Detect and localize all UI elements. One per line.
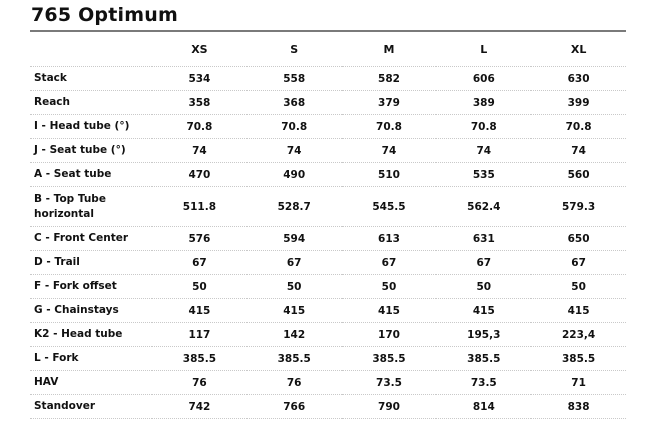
cell-l: 50 (436, 275, 531, 299)
table-row-chainstays (30, 299, 626, 323)
cell-xs: 576 (152, 227, 247, 251)
cell-m: 74 (342, 139, 437, 163)
cell-xl: 67 (531, 251, 626, 275)
row-label: K2 - Head tube (30, 323, 152, 347)
cell-s: 50 (247, 275, 342, 299)
row-label (30, 187, 152, 227)
cell-l: 195,3 (436, 323, 531, 347)
cell-l: 67 (436, 251, 531, 275)
cell-xl: 650 (531, 227, 626, 251)
cell-l: 70.8 (436, 115, 531, 139)
cell-xl: 630 (531, 67, 626, 91)
cell-l: 389 (436, 91, 531, 115)
cell-m: 582 (342, 67, 437, 91)
cell-l: 73.5 (436, 371, 531, 395)
table-row-seat-tube (30, 163, 626, 187)
cell-xs: 385.5 (152, 347, 247, 371)
cell-xl: 399 (531, 91, 626, 115)
cell-m: 613 (342, 227, 437, 251)
row-label: HAV (30, 371, 152, 395)
cell-l: 631 (436, 227, 531, 251)
cell-xs: 117 (152, 323, 247, 347)
cell-m: 67 (342, 251, 437, 275)
cell-xs: 511.8 (152, 187, 247, 227)
cell-xl: 223,4 (531, 323, 626, 347)
header-size-xl: XL (531, 33, 626, 67)
cell-xs: 742 (152, 395, 247, 419)
row-label-line-2: horizontal (34, 207, 94, 220)
header-size-l: L (436, 33, 531, 67)
row-label: A - Seat tube (30, 163, 152, 187)
cell-l: 562.4 (436, 187, 531, 227)
cell-s: 368 (247, 91, 342, 115)
cell-xs: 534 (152, 67, 247, 91)
cell-s: 67 (247, 251, 342, 275)
row-label: I - Head tube (°) (30, 115, 152, 139)
cell-l: 74 (436, 139, 531, 163)
row-label: L - Fork (30, 347, 152, 371)
header-size-s: S (247, 33, 342, 67)
row-label: J - Seat tube (°) (30, 139, 152, 163)
cell-m: 50 (342, 275, 437, 299)
table-row-fork (30, 347, 626, 371)
cell-s: 385.5 (247, 347, 342, 371)
header-size-xs: XS (152, 33, 247, 67)
title-divider (30, 30, 626, 32)
cell-xs: 70.8 (152, 115, 247, 139)
table-row-fork-offset (30, 275, 626, 299)
cell-m: 379 (342, 91, 437, 115)
cell-xl: 385.5 (531, 347, 626, 371)
cell-xs: 470 (152, 163, 247, 187)
cell-m: 415 (342, 299, 437, 323)
header-label-column (30, 33, 152, 67)
cell-s: 490 (247, 163, 342, 187)
cell-s: 76 (247, 371, 342, 395)
cell-s: 528.7 (247, 187, 342, 227)
cell-xs: 415 (152, 299, 247, 323)
cell-xl: 50 (531, 275, 626, 299)
cell-xs: 50 (152, 275, 247, 299)
table-row-seat-tube-angle (30, 139, 626, 163)
table-row-front-center (30, 227, 626, 251)
cell-l: 385.5 (436, 347, 531, 371)
cell-s: 766 (247, 395, 342, 419)
table-row-head-tube-length (30, 323, 626, 347)
cell-xl: 71 (531, 371, 626, 395)
table-row-stack (30, 67, 626, 91)
table-row-standover (30, 395, 626, 419)
page-title: 765 Optimum (31, 4, 178, 26)
cell-xl: 415 (531, 299, 626, 323)
row-label-line-1: B - Top Tube (34, 192, 106, 205)
table-row-trail (30, 251, 626, 275)
header-size-m: M (342, 33, 437, 67)
geometry-table (30, 33, 626, 419)
table-row-head-tube-angle (30, 115, 626, 139)
cell-s: 594 (247, 227, 342, 251)
cell-m: 545.5 (342, 187, 437, 227)
cell-l: 814 (436, 395, 531, 419)
row-label: Standover (30, 395, 152, 419)
row-label: Stack (30, 67, 152, 91)
row-label: C - Front Center (30, 227, 152, 251)
row-label: D - Trail (30, 251, 152, 275)
cell-s: 70.8 (247, 115, 342, 139)
table-row-hav (30, 371, 626, 395)
table-row-reach (30, 91, 626, 115)
table-row-top-tube-horizontal (30, 187, 626, 227)
cell-m: 510 (342, 163, 437, 187)
cell-xl: 74 (531, 139, 626, 163)
cell-l: 606 (436, 67, 531, 91)
cell-m: 170 (342, 323, 437, 347)
cell-s: 74 (247, 139, 342, 163)
cell-xl: 838 (531, 395, 626, 419)
cell-s: 558 (247, 67, 342, 91)
cell-xl: 579.3 (531, 187, 626, 227)
row-label: F - Fork offset (30, 275, 152, 299)
cell-s: 142 (247, 323, 342, 347)
cell-l: 535 (436, 163, 531, 187)
cell-m: 790 (342, 395, 437, 419)
cell-m: 385.5 (342, 347, 437, 371)
cell-xs: 358 (152, 91, 247, 115)
cell-m: 70.8 (342, 115, 437, 139)
cell-xl: 70.8 (531, 115, 626, 139)
table-header-row (30, 33, 626, 67)
row-label: G - Chainstays (30, 299, 152, 323)
row-label: Reach (30, 91, 152, 115)
cell-l: 415 (436, 299, 531, 323)
cell-xs: 76 (152, 371, 247, 395)
cell-m: 73.5 (342, 371, 437, 395)
cell-xs: 74 (152, 139, 247, 163)
cell-s: 415 (247, 299, 342, 323)
cell-xs: 67 (152, 251, 247, 275)
cell-xl: 560 (531, 163, 626, 187)
